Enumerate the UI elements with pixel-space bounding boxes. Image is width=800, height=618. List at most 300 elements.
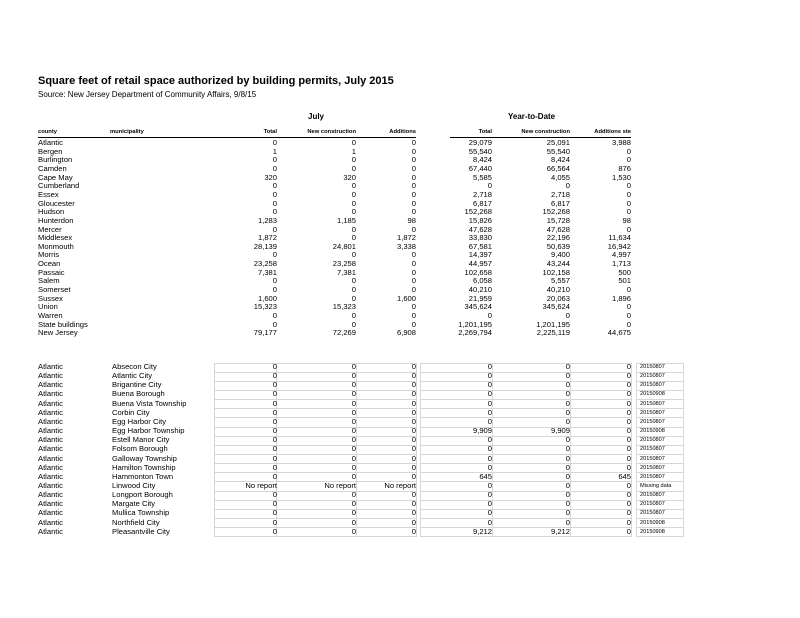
cell-ytd-total: 0: [487, 490, 492, 500]
cell-ytd-additions: 0: [626, 453, 631, 463]
cell-total: 1,600: [257, 293, 277, 303]
cell-new-construction: No report: [324, 480, 356, 490]
cell-ytd-total: 345,624: [464, 302, 492, 312]
cell-ytd-additions: 0: [626, 207, 631, 217]
cell-ytd-total: 67,581: [468, 241, 492, 251]
municipality-name: Atlantic City: [112, 371, 153, 381]
cell-total: 0: [272, 517, 277, 527]
cell-ytd-total: 9,212: [472, 526, 492, 536]
cell-ytd-additions: 0: [626, 444, 631, 454]
cell-ytd-additions: 0: [626, 302, 631, 312]
county-name: Warren: [38, 311, 63, 320]
cell-additions: No report: [384, 480, 416, 490]
municipality-row: [0, 519, 800, 528]
cell-ytd-total: 645: [479, 471, 492, 481]
municipality-row: [0, 464, 800, 473]
cell-additions: 1,600: [396, 293, 416, 303]
county-name: Passaic: [38, 267, 65, 277]
municipality-name: Buena Borough: [112, 389, 165, 399]
cell-new-construction: 0: [351, 508, 356, 518]
county-name: Atlantic: [38, 453, 63, 463]
cell-total: 0: [272, 416, 277, 426]
col-header-municipality: municipality: [110, 129, 144, 135]
cell-ytd-new-construction: 0: [565, 407, 570, 417]
cell-ytd-new-construction: 0: [565, 480, 570, 490]
cell-total: 1: [272, 146, 277, 156]
cell-new-construction: 0: [351, 444, 356, 454]
cell-ytd-new-construction: 0: [565, 490, 570, 500]
cell-ytd-additions: 0: [626, 416, 631, 426]
cell-additions: 0: [411, 198, 416, 208]
cell-ytd-additions: 0: [626, 155, 631, 165]
cell-additions: 0: [411, 453, 416, 463]
cell-total: 0: [272, 371, 277, 381]
cell-additions: 0: [411, 181, 416, 191]
county-name: Atlantic: [38, 462, 63, 472]
cell-new-construction: 24,801: [332, 241, 356, 251]
county-name: Atlantic: [38, 398, 63, 408]
cell-ytd-additions: 0: [626, 526, 631, 536]
county-name: Salem: [38, 276, 60, 286]
cell-new-construction: 0: [351, 311, 356, 320]
county-row: [0, 312, 800, 321]
county-name: Atlantic: [38, 407, 63, 417]
municipality-name: Folsom Borough: [112, 444, 168, 454]
cell-new-construction: 0: [351, 198, 356, 208]
county-row: [0, 243, 800, 252]
municipality-name: Hamilton Township: [112, 462, 176, 472]
cell-ytd-new-construction: 102,158: [542, 267, 570, 277]
cell-ytd-total: 0: [487, 362, 492, 371]
cell-total: 7,381: [257, 267, 277, 277]
cell-ytd-additions: 0: [626, 462, 631, 472]
cell-ytd-new-construction: 0: [565, 380, 570, 390]
municipality-name: Absecon City: [112, 362, 157, 371]
cell-ytd-new-construction: 0: [565, 181, 570, 191]
cell-ytd-total: 0: [487, 517, 492, 527]
cell-ytd-new-construction: 0: [565, 389, 570, 399]
cell-ytd-new-construction: 0: [565, 371, 570, 381]
cell-total: 0: [272, 435, 277, 445]
county-name: Ocean: [38, 259, 61, 269]
county-name: Atlantic: [38, 490, 63, 500]
cell-ytd-new-construction: 0: [565, 462, 570, 472]
cell-ytd-total: 102,658: [464, 267, 492, 277]
cell-ytd-additions: 0: [626, 435, 631, 445]
county-row: [0, 200, 800, 209]
county-name: Bergen: [38, 146, 63, 156]
cell-new-construction: 0: [351, 207, 356, 217]
cell-total: 0: [272, 181, 277, 191]
cell-new-construction: 0: [351, 389, 356, 399]
municipality-name: Egg Harbor City: [112, 416, 167, 426]
cell-additions: 0: [411, 250, 416, 260]
cell-ytd-additions: 0: [626, 426, 631, 436]
cell-additions: 6,908: [396, 328, 416, 338]
cell-total: 0: [272, 311, 277, 320]
cell-ytd-new-construction: 345,624: [542, 302, 570, 312]
cell-new-construction: 0: [351, 250, 356, 260]
county-name: Union: [38, 302, 58, 312]
cell-ytd-new-construction: 0: [565, 398, 570, 408]
report-date: 20150807: [640, 492, 665, 499]
cell-total: 0: [272, 319, 277, 329]
county-row: [0, 251, 800, 260]
cell-additions: 98: [407, 215, 416, 225]
cell-new-construction: 0: [351, 371, 356, 381]
cell-additions: 0: [411, 362, 416, 371]
col-header-ytd-total: Total: [478, 129, 492, 135]
cell-additions: 0: [411, 155, 416, 165]
cell-ytd-additions: 0: [626, 181, 631, 191]
county-name: Hunterdon: [38, 215, 74, 225]
cell-ytd-new-construction: 47,628: [546, 224, 570, 234]
cell-ytd-new-construction: 0: [565, 517, 570, 527]
county-name: Atlantic: [38, 416, 63, 426]
cell-ytd-new-construction: 0: [565, 311, 570, 320]
county-row: [0, 182, 800, 191]
cell-ytd-total: 67,440: [468, 163, 492, 173]
municipality-name: Estell Manor City: [112, 435, 170, 445]
county-name: Atlantic: [38, 499, 63, 509]
county-row: [0, 148, 800, 157]
cell-ytd-total: 44,957: [468, 259, 492, 269]
cell-additions: 0: [411, 276, 416, 286]
municipality-row: [0, 528, 800, 537]
report-date: 20150807: [640, 382, 665, 389]
county-name: Middlesex: [38, 233, 73, 243]
report-source: Source: New Jersey Department of Community Affairs, 9/8/15: [38, 90, 257, 99]
cell-total: 0: [272, 276, 277, 286]
county-name: Burlington: [38, 155, 73, 165]
cell-ytd-additions: 1,713: [611, 259, 631, 269]
report-date: 20150807: [640, 464, 665, 471]
cell-total: 23,258: [253, 259, 277, 269]
municipality-name: Linwood City: [112, 480, 156, 490]
report-date: 20150908: [640, 528, 665, 535]
report-date: 20150807: [640, 473, 665, 480]
cell-new-construction: 0: [351, 517, 356, 527]
county-name: State buildings: [38, 319, 88, 329]
cell-additions: 0: [411, 267, 416, 277]
cell-new-construction: 0: [351, 416, 356, 426]
cell-ytd-total: 33,830: [468, 233, 492, 243]
cell-ytd-new-construction: 0: [565, 416, 570, 426]
cell-ytd-total: 0: [487, 480, 492, 490]
county-name: Atlantic: [38, 426, 63, 436]
cell-ytd-total: 6,817: [472, 198, 492, 208]
cell-ytd-additions: 0: [626, 224, 631, 234]
cell-ytd-new-construction: 9,909: [550, 426, 570, 436]
cell-ytd-total: 0: [487, 311, 492, 320]
cell-ytd-additions: 0: [626, 362, 631, 371]
report-date: 20150807: [640, 364, 665, 370]
municipality-name: Pleasantville City: [112, 526, 170, 536]
cell-total: 0: [272, 426, 277, 436]
cell-additions: 0: [411, 371, 416, 381]
cell-ytd-total: 55,540: [468, 146, 492, 156]
cell-ytd-additions: 645: [618, 471, 631, 481]
cell-new-construction: 0: [351, 526, 356, 536]
county-name: Monmouth: [38, 241, 74, 251]
county-row: [0, 217, 800, 226]
cell-additions: 0: [411, 311, 416, 320]
cell-ytd-new-construction: 40,210: [546, 285, 570, 295]
cell-ytd-total: 0: [487, 380, 492, 390]
county-name: Atlantic: [38, 471, 63, 481]
county-row: [0, 295, 800, 304]
cell-additions: 0: [411, 207, 416, 217]
cell-ytd-total: 8,424: [472, 155, 492, 165]
county-row: [0, 329, 800, 338]
cell-new-construction: 0: [351, 163, 356, 173]
municipality-name: Northfield City: [112, 517, 160, 527]
cell-new-construction: 0: [351, 471, 356, 481]
county-row: [0, 191, 800, 200]
cell-total: No report: [245, 480, 277, 490]
cell-ytd-new-construction: 9,212: [550, 526, 570, 536]
cell-total: 0: [272, 407, 277, 417]
cell-ytd-additions: 500: [618, 267, 631, 277]
cell-new-construction: 0: [351, 155, 356, 165]
county-name: Atlantic: [38, 362, 63, 371]
cell-ytd-new-construction: 0: [565, 444, 570, 454]
cell-new-construction: 0: [351, 490, 356, 500]
cell-total: 0: [272, 285, 277, 295]
report-date: Missing data: [640, 482, 672, 489]
cell-ytd-new-construction: 0: [565, 362, 570, 371]
cell-total: 15,323: [253, 302, 277, 312]
report-date: 20150807: [640, 418, 665, 425]
cell-ytd-total: 0: [487, 462, 492, 472]
cell-additions: 3,338: [396, 241, 416, 251]
cell-ytd-new-construction: 0: [565, 508, 570, 518]
cell-ytd-total: 14,397: [468, 250, 492, 260]
cell-ytd-additions: 0: [626, 499, 631, 509]
cell-ytd-total: 2,718: [472, 189, 492, 199]
col-header-ytd-additions: Additions ste: [594, 129, 631, 135]
col-header-ytd-new-construction: New construction: [521, 129, 570, 135]
cell-ytd-additions: 0: [626, 480, 631, 490]
cell-ytd-total: 40,210: [468, 285, 492, 295]
cell-total: 0: [272, 389, 277, 399]
county-row: [0, 139, 800, 148]
cell-new-construction: 0: [351, 189, 356, 199]
cell-additions: 0: [411, 319, 416, 329]
cell-ytd-total: 21,959: [468, 293, 492, 303]
cell-ytd-new-construction: 66,564: [546, 163, 570, 173]
cell-additions: 0: [411, 189, 416, 199]
cell-additions: 0: [411, 163, 416, 173]
cell-new-construction: 0: [351, 407, 356, 417]
cell-ytd-new-construction: 9,400: [550, 250, 570, 260]
cell-ytd-total: 152,268: [464, 207, 492, 217]
county-name: Atlantic: [38, 371, 63, 381]
cell-ytd-total: 0: [487, 444, 492, 454]
cell-ytd-additions: 1,530: [611, 172, 631, 182]
cell-new-construction: 1,185: [336, 215, 356, 225]
cell-new-construction: 0: [351, 233, 356, 243]
county-name: Hudson: [38, 207, 65, 217]
municipality-name: Corbin City: [112, 407, 150, 417]
cell-new-construction: 15,323: [332, 302, 356, 312]
municipality-row: [0, 445, 800, 454]
report-date: 20150807: [640, 400, 665, 407]
report-date: 20150908: [640, 428, 665, 435]
cell-total: 28,139: [253, 241, 277, 251]
cell-ytd-new-construction: 2,718: [550, 189, 570, 199]
cell-ytd-additions: 4,997: [611, 250, 631, 260]
cell-total: 0: [272, 508, 277, 518]
cell-additions: 0: [411, 407, 416, 417]
municipality-row: [0, 509, 800, 518]
cell-ytd-additions: 11,634: [608, 233, 631, 243]
county-name: New Jersey: [38, 328, 78, 338]
group-header-ytd: Year-to-Date: [508, 112, 556, 121]
cell-total: 1,872: [257, 233, 277, 243]
municipality-name: Buena Vista Township: [112, 398, 187, 408]
cell-new-construction: 0: [351, 435, 356, 445]
cell-ytd-additions: 0: [626, 517, 631, 527]
cell-new-construction: 0: [351, 499, 356, 509]
cell-total: 0: [272, 444, 277, 454]
municipality-name: Margate City: [112, 499, 156, 509]
report-date: 20150807: [640, 409, 665, 416]
county-name: Gloucester: [38, 198, 75, 208]
cell-total: 0: [272, 362, 277, 371]
cell-ytd-new-construction: 0: [565, 499, 570, 509]
county-name: Atlantic: [38, 138, 63, 147]
county-name: Atlantic: [38, 389, 63, 399]
cell-ytd-total: 1,201,195: [458, 319, 492, 329]
cell-ytd-additions: 0: [626, 508, 631, 518]
cell-additions: 0: [411, 490, 416, 500]
cell-ytd-new-construction: 43,244: [546, 259, 570, 269]
cell-ytd-total: 0: [487, 508, 492, 518]
cell-ytd-additions: 0: [626, 285, 631, 295]
municipality-name: Brigantine City: [112, 380, 162, 390]
report-date: 20150807: [640, 373, 665, 380]
county-name: Morris: [38, 250, 60, 260]
county-row: [0, 174, 800, 183]
report-date: 20150807: [640, 510, 665, 517]
group-header-july: July: [308, 112, 325, 121]
cell-total: 0: [272, 198, 277, 208]
cell-new-construction: 1: [351, 146, 356, 156]
county-row: [0, 208, 800, 217]
cell-ytd-additions: 0: [626, 146, 631, 156]
cell-ytd-total: 47,628: [468, 224, 492, 234]
cell-total: 0: [272, 526, 277, 536]
cell-total: 0: [272, 250, 277, 260]
municipality-name: Mullica Township: [112, 508, 170, 518]
cell-total: 0: [272, 462, 277, 472]
report-date: 20150807: [640, 455, 665, 462]
cell-ytd-additions: 0: [626, 319, 631, 329]
cell-total: 0: [272, 398, 277, 408]
cell-ytd-total: 0: [487, 181, 492, 191]
cell-ytd-additions: 0: [626, 389, 631, 399]
cell-new-construction: 320: [343, 172, 356, 182]
report-date: 20150908: [640, 391, 665, 398]
county-name: Camden: [38, 163, 67, 173]
cell-additions: 0: [411, 172, 416, 182]
cell-additions: 0: [411, 285, 416, 295]
cell-ytd-total: 29,079: [468, 138, 492, 147]
cell-additions: 0: [411, 499, 416, 509]
cell-ytd-additions: 0: [626, 380, 631, 390]
cell-new-construction: 0: [351, 319, 356, 329]
cell-new-construction: 7,381: [336, 267, 356, 277]
cell-total: 0: [272, 499, 277, 509]
cell-ytd-new-construction: 8,424: [550, 155, 570, 165]
cell-ytd-total: 0: [487, 499, 492, 509]
cell-total: 79,177: [253, 328, 277, 338]
cell-ytd-new-construction: 50,639: [546, 241, 570, 251]
county-name: Sussex: [38, 293, 63, 303]
col-header-county: county: [38, 129, 58, 135]
municipality-row: [0, 400, 800, 409]
cell-new-construction: 0: [351, 138, 356, 147]
county-row: [0, 165, 800, 174]
cell-ytd-new-construction: 20,063: [546, 293, 570, 303]
cell-total: 0: [272, 155, 277, 165]
cell-ytd-additions: 0: [626, 490, 631, 500]
cell-new-construction: 0: [351, 453, 356, 463]
county-row: [0, 303, 800, 312]
cell-ytd-additions: 44,675: [607, 328, 631, 338]
header-underline: [38, 137, 416, 138]
county-name: Mercer: [38, 224, 62, 234]
cell-ytd-new-construction: 55,540: [546, 146, 570, 156]
county-name: Cumberland: [38, 181, 80, 191]
col-header-new-construction: New construction: [307, 129, 356, 135]
cell-total: 0: [272, 138, 277, 147]
cell-ytd-additions: 0: [626, 398, 631, 408]
county-row: [0, 277, 800, 286]
report-title: Square feet of retail space authorized by building permits, July 2015: [38, 75, 394, 87]
cell-new-construction: 0: [351, 380, 356, 390]
cell-additions: 0: [411, 302, 416, 312]
county-name: Atlantic: [38, 517, 63, 527]
cell-additions: 0: [411, 416, 416, 426]
cell-ytd-total: 6,058: [472, 276, 492, 286]
report-date: 20150807: [640, 446, 665, 453]
cell-new-construction: 0: [351, 181, 356, 191]
county-row: [0, 269, 800, 278]
cell-ytd-total: 0: [487, 398, 492, 408]
cell-total: 1,283: [257, 215, 277, 225]
county-name: Somerset: [38, 285, 71, 295]
cell-ytd-new-construction: 15,728: [546, 215, 570, 225]
cell-new-construction: 0: [351, 293, 356, 303]
cell-new-construction: 0: [351, 462, 356, 472]
cell-new-construction: 0: [351, 224, 356, 234]
report-date: 20150807: [640, 501, 665, 508]
county-name: Atlantic: [38, 480, 63, 490]
col-header-total: Total: [263, 129, 277, 135]
municipality-name: Hammonton Town: [112, 471, 174, 481]
cell-additions: 0: [411, 138, 416, 147]
cell-ytd-new-construction: 6,817: [550, 198, 570, 208]
cell-ytd-additions: 98: [622, 215, 631, 225]
cell-ytd-additions: 501: [618, 276, 631, 286]
cell-ytd-additions: 876: [618, 163, 631, 173]
cell-ytd-total: 0: [487, 453, 492, 463]
cell-additions: 0: [411, 508, 416, 518]
cell-ytd-new-construction: 2,225,119: [536, 328, 570, 338]
cell-ytd-total: 2,269,794: [458, 328, 492, 338]
